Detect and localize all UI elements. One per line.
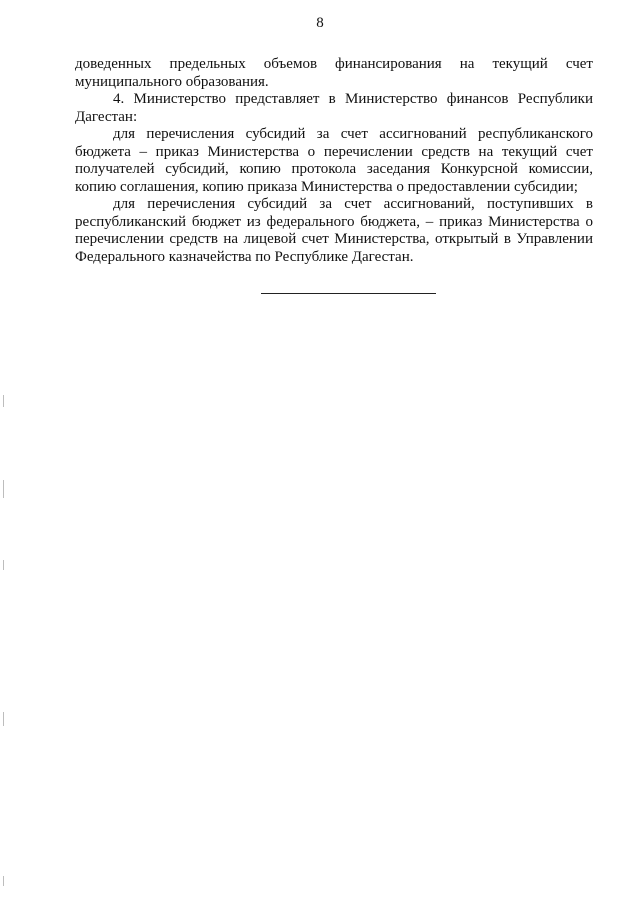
- end-of-text-rule: [261, 293, 436, 294]
- scan-speck: [3, 480, 4, 498]
- scan-speck: [3, 876, 4, 886]
- page-number: 8: [316, 15, 324, 31]
- paragraph-item-4: 4. Министерство представляет в Министерство финансов Республики Дагестан:: [75, 91, 593, 125]
- paragraph-republican-budget: для перечисления субсидий за счет ассигнований республиканского бюджета – приказ Министерства о перечислении средств на текущий счет получателей субсидий, копию протокола заседания Конкурсной комиссии, копию соглашения, копию приказа Министерства о предоставлении субсидии;: [75, 126, 593, 195]
- scan-speck: [3, 560, 4, 570]
- document-body: [75, 56, 593, 266]
- scan-speck: [3, 712, 4, 726]
- paragraph-continuation: доведенных предельных объемов финансирования на текущий счет муниципального образования.: [75, 56, 593, 90]
- scan-speck: [3, 395, 4, 407]
- paragraph-federal-budget: для перечисления субсидий за счет ассигнований, поступивших в республиканский бюджет из федерального бюджета, – приказ Министерства о перечислении средств на лицевой счет Министерства, открытый в Управлении Федерального казначейства по Республике Дагестан.: [75, 196, 593, 265]
